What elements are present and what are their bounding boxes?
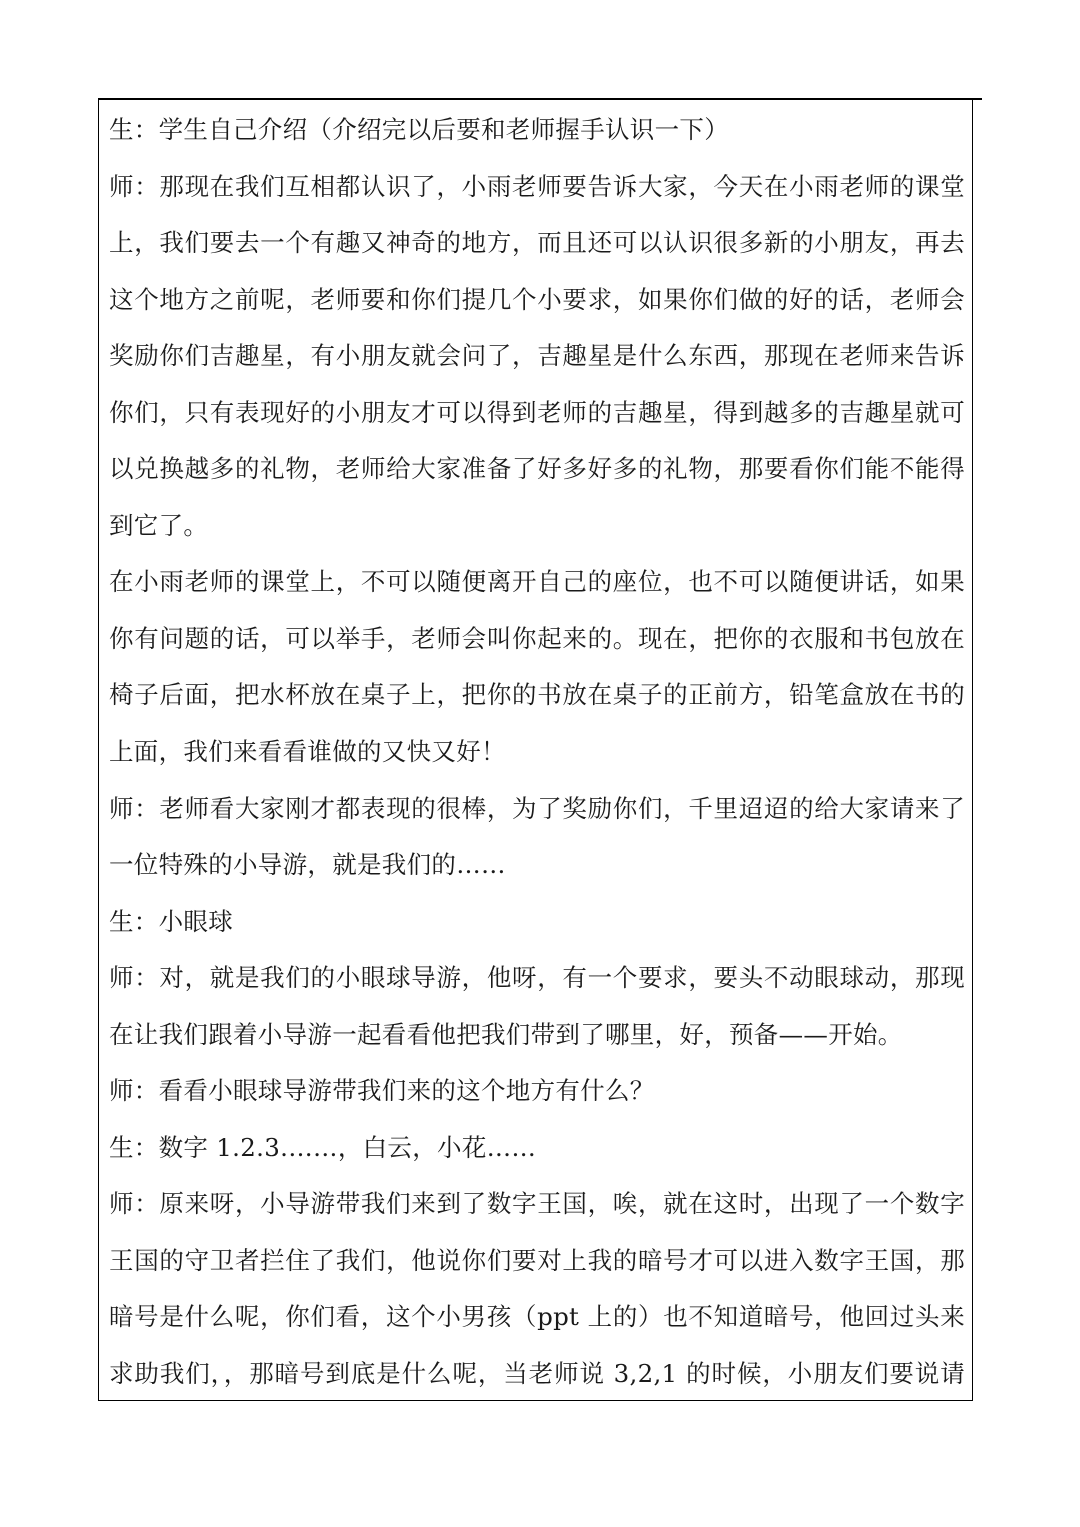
text-line: 这个地方之前呢，老师要和你们提几个小要求，如果你们做的好的话，老师会	[109, 284, 965, 314]
text-line: 生：学生自己介绍（介绍完以后要和老师握手认识一下）	[109, 115, 729, 144]
lesson-transcript	[109, 102, 965, 1403]
text-line: 上，我们要去一个有趣又神奇的地方，而且还可以认识很多新的小朋友，再去	[109, 228, 965, 258]
text-line: 你们，只有表现好的小朋友才可以得到老师的吉趣星，得到越多的吉趣星就可	[109, 397, 965, 427]
text-line: 王国的守卫者拦住了我们，他说你们要对上我的暗号才可以进入数字王国，那	[109, 1245, 965, 1275]
text-line: 生：小眼球	[109, 906, 233, 936]
text-line: 奖励你们吉趣星，有小朋友就会问了，吉趣星是什么东西，那现在老师来告诉	[109, 341, 965, 371]
text-line: 暗号是什么呢，你们看，这个小男孩（ppt 上的）也不知道暗号，他回过头来	[109, 1302, 965, 1332]
text-line: 求助我们，，那暗号到底是什么呢，当老师说 3,2,1 的时候，小朋友们要说请	[109, 1359, 965, 1389]
text-line: 生：数字 1.2.3.……，白云，小花……	[109, 1132, 537, 1162]
text-line: 你有问题的话，可以举手，老师会叫你起来的。现在，把你的衣服和书包放在	[109, 623, 965, 653]
text-line: 椅子后面，把水杯放在桌子上，把你的书放在桌子的正前方，铅笔盒放在书的	[109, 680, 965, 710]
text-line: 在让我们跟着小导游一起看看他把我们带到了哪里，好，预备——开始。	[109, 1019, 903, 1049]
text-line: 上面，我们来看看谁做的又快又好！	[109, 737, 506, 767]
text-line: 师：老师看大家刚才都表现的很棒，为了奖励你们，千里迢迢的给大家请来了	[109, 793, 965, 823]
text-line: 在小雨老师的课堂上，不可以随便离开自己的座位，也不可以随便讲话，如果	[109, 567, 965, 597]
text-line: 到它了。	[109, 510, 209, 540]
text-line: 一位特殊的小导游，就是我们的……	[109, 850, 506, 880]
text-line: 师：原来呀，小导游带我们来到了数字王国，唉，就在这时，出现了一个数字	[109, 1189, 965, 1219]
text-line: 以兑换越多的礼物，老师给大家准备了好多好多的礼物，那要看你们能不能得	[109, 454, 965, 484]
text-line: 师：看看小眼球导游带我们来的这个地方有什么？	[109, 1076, 655, 1106]
text-line: 师：那现在我们互相都认识了，小雨老师要告诉大家，今天在小雨老师的课堂	[109, 171, 965, 201]
text-line: 师：对，就是我们的小眼球导游，他呀，有一个要求，要头不动眼球动，那现	[109, 963, 965, 993]
